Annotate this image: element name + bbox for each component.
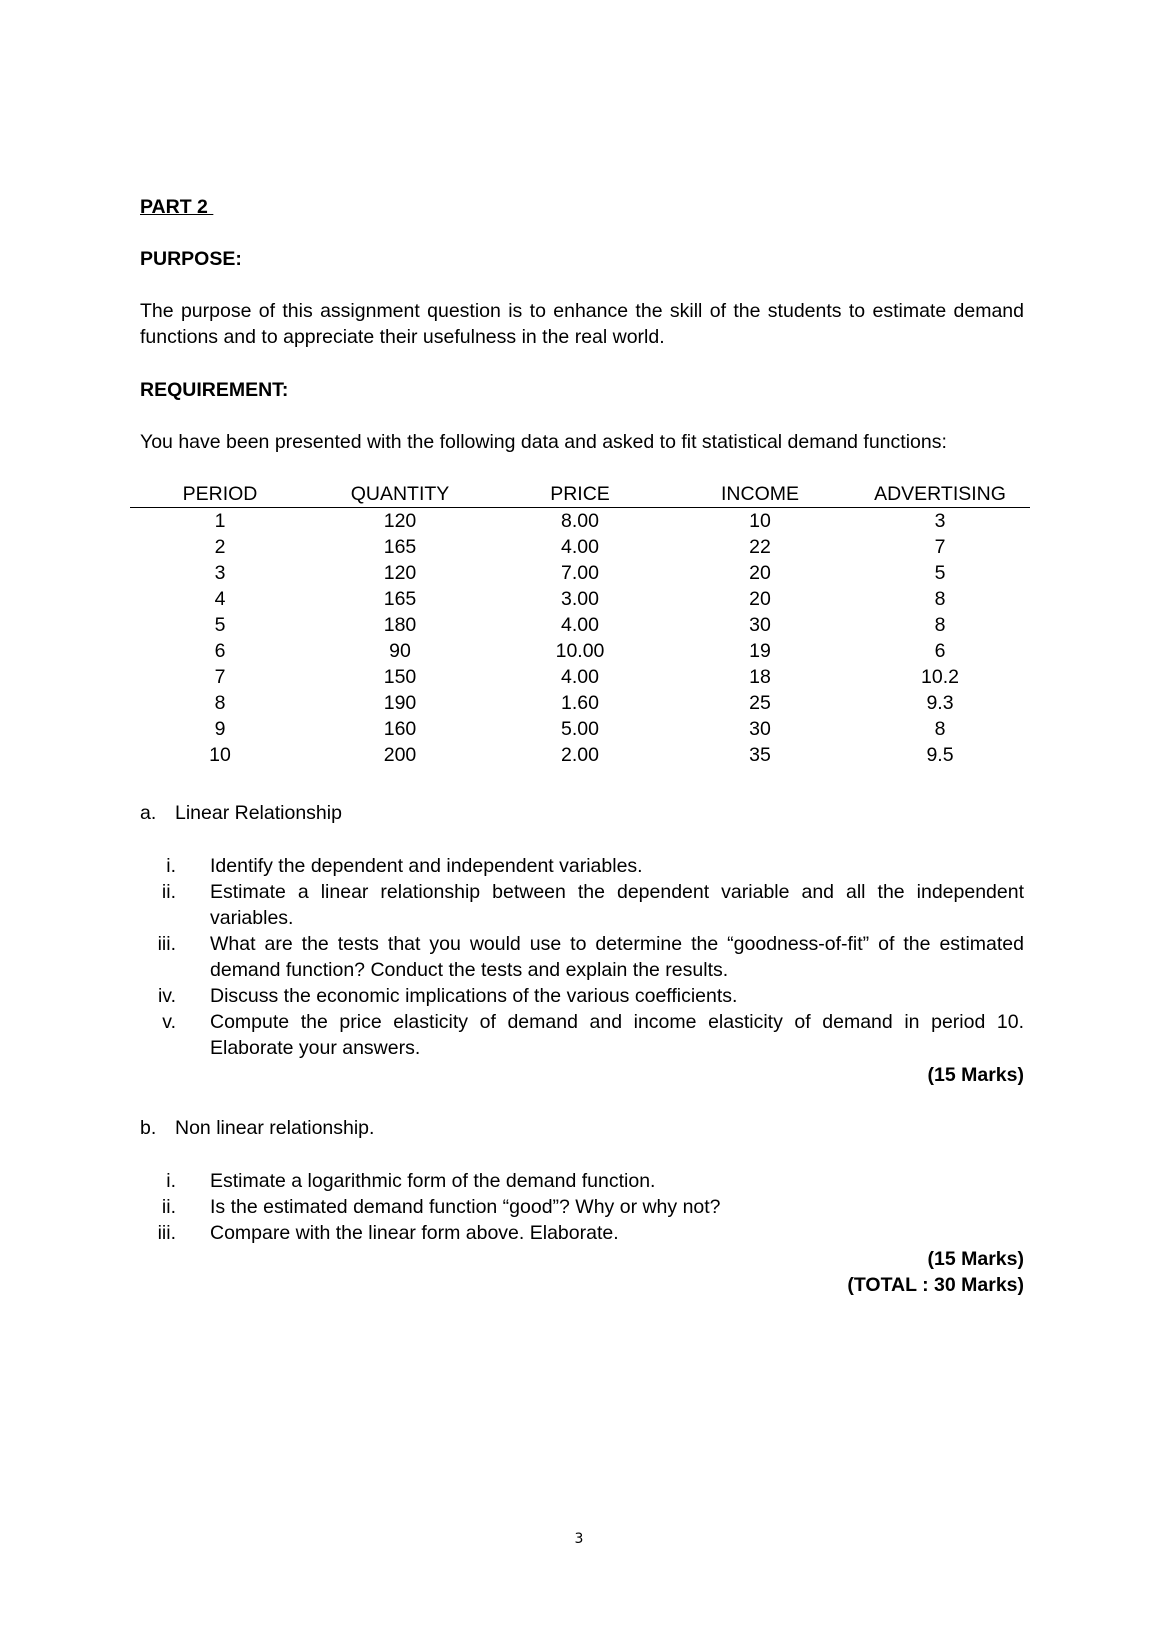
section-a-list [140, 853, 1024, 1061]
section-b-title: Non linear relationship. [175, 1117, 375, 1139]
cell-price: 4.00 [561, 614, 599, 636]
list-item-number: v. [162, 1011, 176, 1033]
table-row [130, 638, 1030, 664]
table-row [130, 690, 1030, 716]
list-item-text: Discuss the economic implications of the various coefficients. [210, 985, 738, 1007]
cell-period: 6 [214, 640, 226, 662]
cell-income: 20 [749, 562, 771, 584]
cell-period: 5 [214, 614, 226, 636]
table-body [130, 508, 1030, 769]
list-item-text: Estimate a logarithmic form of the demand function. [210, 1170, 656, 1192]
list-item [140, 1220, 1024, 1246]
cell-price: 3.00 [561, 588, 599, 610]
cell-quantity: 150 [383, 666, 417, 688]
cell-income: 20 [749, 588, 771, 610]
list-item-number: i. [166, 855, 176, 877]
cell-period: 7 [214, 666, 226, 688]
table-row [130, 742, 1030, 768]
list-item-number: iii. [157, 933, 176, 955]
requirement-text: You have been presented with the following data and asked to fit statistical demand functions: [140, 431, 947, 453]
column-header-quantity: QUANTITY [310, 481, 490, 508]
table-row [130, 664, 1030, 690]
part-title: PART 2 [140, 196, 214, 218]
cell-advertising: 9.3 [926, 692, 954, 714]
list-item [140, 853, 1024, 879]
cell-income: 22 [749, 536, 771, 558]
cell-advertising: 9.5 [926, 744, 954, 766]
cell-quantity: 190 [383, 692, 417, 714]
column-header-price: PRICE [490, 481, 670, 508]
cell-price: 4.00 [561, 666, 599, 688]
cell-income: 25 [749, 692, 771, 714]
list-item-text: Estimate a linear relationship between the dependent variable and all the independent variables. [210, 881, 1024, 929]
cell-price: 4.00 [561, 536, 599, 558]
table-row [130, 586, 1030, 612]
cell-period: 3 [214, 562, 226, 584]
cell-quantity: 165 [383, 536, 417, 558]
purpose-text: The purpose of this assignment question is to enhance the skill of the students to estimate demand functions and to appreciate their usefulness in the real world. [140, 300, 1024, 348]
cell-income: 30 [749, 718, 771, 740]
table-row [130, 534, 1030, 560]
cell-price: 8.00 [561, 510, 599, 532]
cell-period: 8 [214, 692, 226, 714]
list-item-text: Compare with the linear form above. Elaborate. [210, 1222, 619, 1244]
cell-quantity: 180 [383, 614, 417, 636]
cell-income: 30 [749, 614, 771, 636]
cell-price: 2.00 [561, 744, 599, 766]
cell-income: 10 [749, 510, 771, 532]
cell-quantity: 200 [383, 744, 417, 766]
table-row [130, 508, 1030, 535]
cell-advertising: 5 [934, 562, 946, 584]
section-b-marks: (15 Marks) [927, 1248, 1024, 1270]
cell-period: 2 [214, 536, 226, 558]
cell-quantity: 160 [383, 718, 417, 740]
cell-income: 35 [749, 744, 771, 766]
section-a-marks: (15 Marks) [927, 1064, 1024, 1086]
purpose-heading: PURPOSE: [140, 248, 242, 270]
section-a-title: Linear Relationship [175, 802, 342, 824]
table-row [130, 612, 1030, 638]
column-header-period: PERIOD [130, 481, 310, 508]
cell-quantity: 165 [383, 588, 417, 610]
cell-period: 4 [214, 588, 226, 610]
cell-price: 10.00 [555, 640, 605, 662]
total-marks: (TOTAL : 30 Marks) [847, 1274, 1024, 1296]
cell-advertising: 8 [934, 718, 946, 740]
cell-advertising: 8 [934, 588, 946, 610]
cell-advertising: 3 [934, 510, 946, 532]
list-item [140, 1168, 1024, 1194]
column-header-advertising: ADVERTISING [850, 481, 1030, 508]
cell-quantity: 120 [383, 562, 417, 584]
section-a-letter: a. [140, 802, 157, 824]
cell-price: 5.00 [561, 718, 599, 740]
table-row [130, 716, 1030, 742]
table-row [130, 560, 1030, 586]
cell-advertising: 8 [934, 614, 946, 636]
cell-period: 1 [214, 510, 226, 532]
page-number: 3 [574, 1531, 584, 1547]
list-item-text: Is the estimated demand function “good”? Why or why not? [210, 1196, 721, 1218]
cell-income: 18 [749, 666, 771, 688]
cell-income: 19 [749, 640, 771, 662]
section-b-list [140, 1168, 1024, 1246]
list-item-text: What are the tests that you would use to determine the “goodness-of-fit” of the estimated demand function? Conduct the tests and explain the results. [210, 933, 1024, 981]
cell-price: 7.00 [561, 562, 599, 584]
section-b-letter: b. [140, 1117, 157, 1139]
list-item [140, 983, 1024, 1009]
list-item [140, 931, 1024, 983]
table-header-row [130, 481, 1030, 508]
cell-advertising: 6 [934, 640, 946, 662]
cell-period: 9 [214, 718, 226, 740]
cell-quantity: 120 [383, 510, 417, 532]
list-item-number: iv. [157, 985, 176, 1007]
column-header-income: INCOME [670, 481, 850, 508]
list-item [140, 879, 1024, 931]
list-item-text: Compute the price elasticity of demand and income elasticity of demand in period 10. Elaborate your answers. [210, 1011, 1024, 1059]
list-item [140, 1194, 1024, 1220]
list-item-number: iii. [157, 1222, 176, 1244]
cell-period: 10 [209, 744, 231, 766]
cell-quantity: 90 [389, 640, 411, 662]
requirement-heading: REQUIREMENT: [140, 379, 289, 401]
cell-advertising: 10.2 [921, 666, 959, 688]
list-item [140, 1009, 1024, 1061]
demand-data-table [130, 481, 1030, 768]
list-item-number: i. [166, 1170, 176, 1192]
list-item-number: ii. [161, 881, 176, 903]
cell-price: 1.60 [561, 692, 599, 714]
list-item-number: ii. [161, 1196, 176, 1218]
cell-advertising: 7 [934, 536, 946, 558]
list-item-text: Identify the dependent and independent variables. [210, 855, 643, 877]
